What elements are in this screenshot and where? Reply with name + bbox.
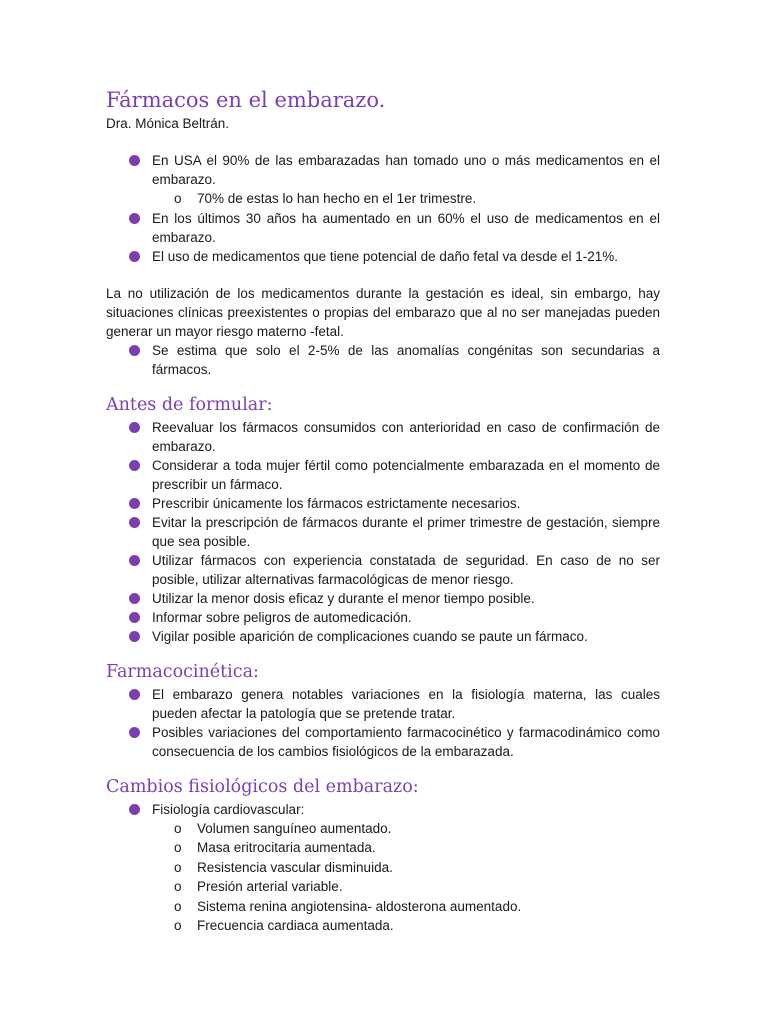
sub-bullet-marker: o	[174, 918, 182, 933]
sub-list-item: o Sistema renina angiotensina- aldosterona aumentado.	[106, 897, 660, 917]
section-heading-cambios: Cambios fisiológicos del embarazo:	[106, 776, 419, 797]
cambios-list	[106, 800, 660, 819]
list-item: Vigilar posible aparición de complicaciones cuando se paute un fármaco.	[106, 627, 660, 646]
bullet-dot-icon	[129, 612, 140, 623]
sub-bullet-marker: o	[174, 191, 182, 206]
bullet-dot-icon	[129, 498, 140, 509]
intro-sub-list	[106, 189, 660, 209]
antes-list	[106, 418, 660, 646]
sub-list-item: o Frecuencia cardiaca aumentada.	[106, 916, 660, 936]
bullet-dot-icon	[129, 689, 140, 700]
bullet-dot-icon	[129, 251, 140, 262]
bullet-dot-icon	[129, 422, 140, 433]
list-item: Utilizar fármacos con experiencia constatada de seguridad. En caso de no ser posible, utilizar alternativas farmacológicas de menor riesgo.	[106, 551, 660, 589]
list-item: Utilizar la menor dosis eficaz y durante el menor tiempo posible.	[106, 589, 660, 608]
list-item: El uso de medicamentos que tiene potencial de daño fetal va desde el 1-21%.	[106, 247, 660, 266]
bullet-dot-icon	[129, 727, 140, 738]
list-item: Informar sobre peligros de automedicación.	[106, 608, 660, 627]
bullet-dot-icon	[129, 155, 140, 166]
bullet-dot-icon	[129, 460, 140, 471]
paragraph-list	[106, 341, 660, 379]
cambios-sub-list	[106, 819, 660, 936]
sub-bullet-marker: o	[174, 820, 182, 836]
author-line: Dra. Mónica Beltrán.	[106, 116, 230, 131]
sub-bullet-marker: o	[174, 898, 182, 914]
bullet-dot-icon	[129, 213, 140, 224]
section-heading-farmacocinetica: Farmacocinética:	[106, 661, 259, 682]
sub-list-item: o Volumen sanguíneo aumentado.	[106, 819, 660, 839]
intro-list	[106, 151, 660, 189]
list-item: En los últimos 30 años ha aumentado en un 60% el uso de medicamentos en el embarazo.	[106, 209, 660, 247]
farmacocinetica-list	[106, 685, 660, 761]
document-title: Fármacos en el embarazo.	[106, 88, 386, 112]
list-item: Se estima que solo el 2-5% de las anomalías congénitas son secundarias a fármacos.	[106, 341, 660, 379]
intro-paragraph: La no utilización de los medicamentos durante la gestación es ideal, sin embargo, hay situaciones clínicas preexistentes o propias del embarazo que al no ser manejadas pueden generar un mayor riesgo materno -fetal.	[106, 285, 660, 339]
list-item: El embarazo genera notables variaciones en la fisiología materna, las cuales pueden afectar la patología que se pretende tratar.	[106, 685, 660, 723]
bullet-dot-icon	[129, 555, 140, 566]
sub-bullet-marker: o	[174, 879, 182, 894]
sub-bullet-marker: o	[174, 859, 182, 875]
bullet-dot-icon	[129, 593, 140, 604]
sub-list-item: o 70% de estas lo han hecho en el 1er trimestre.	[106, 189, 660, 209]
bullet-dot-icon	[129, 345, 140, 356]
sub-list-item: o Masa eritrocitaria aumentada.	[106, 838, 660, 858]
list-item: Considerar a toda mujer fértil como potencialmente embarazada en el momento de prescribir un fármaco.	[106, 456, 660, 494]
bullet-dot-icon	[129, 631, 140, 642]
bullet-dot-icon	[129, 804, 140, 815]
sub-list-item: o Presión arterial variable.	[106, 877, 660, 897]
list-item: Posibles variaciones del comportamiento farmacocinético y farmacodinámico como consecuencia de los cambios fisiológicos de la embarazada.	[106, 723, 660, 761]
intro-list-cont	[106, 209, 660, 266]
list-item: Reevaluar los fármacos consumidos con anterioridad en caso de confirmación de embarazo.	[106, 418, 660, 456]
list-item: Evitar la prescripción de fármacos durante el primer trimestre de gestación, siempre que sea posible.	[106, 513, 660, 551]
sub-list-item: o Resistencia vascular disminuida.	[106, 858, 660, 878]
list-item: Fisiología cardiovascular:	[106, 800, 660, 819]
list-item: En USA el 90% de las embarazadas han tomado uno o más medicamentos en el embarazo.	[106, 151, 660, 189]
list-item: Prescribir únicamente los fármacos estrictamente necesarios.	[106, 494, 660, 513]
bullet-dot-icon	[129, 517, 140, 528]
sub-bullet-marker: o	[174, 840, 182, 855]
section-heading-antes: Antes de formular:	[106, 394, 273, 415]
